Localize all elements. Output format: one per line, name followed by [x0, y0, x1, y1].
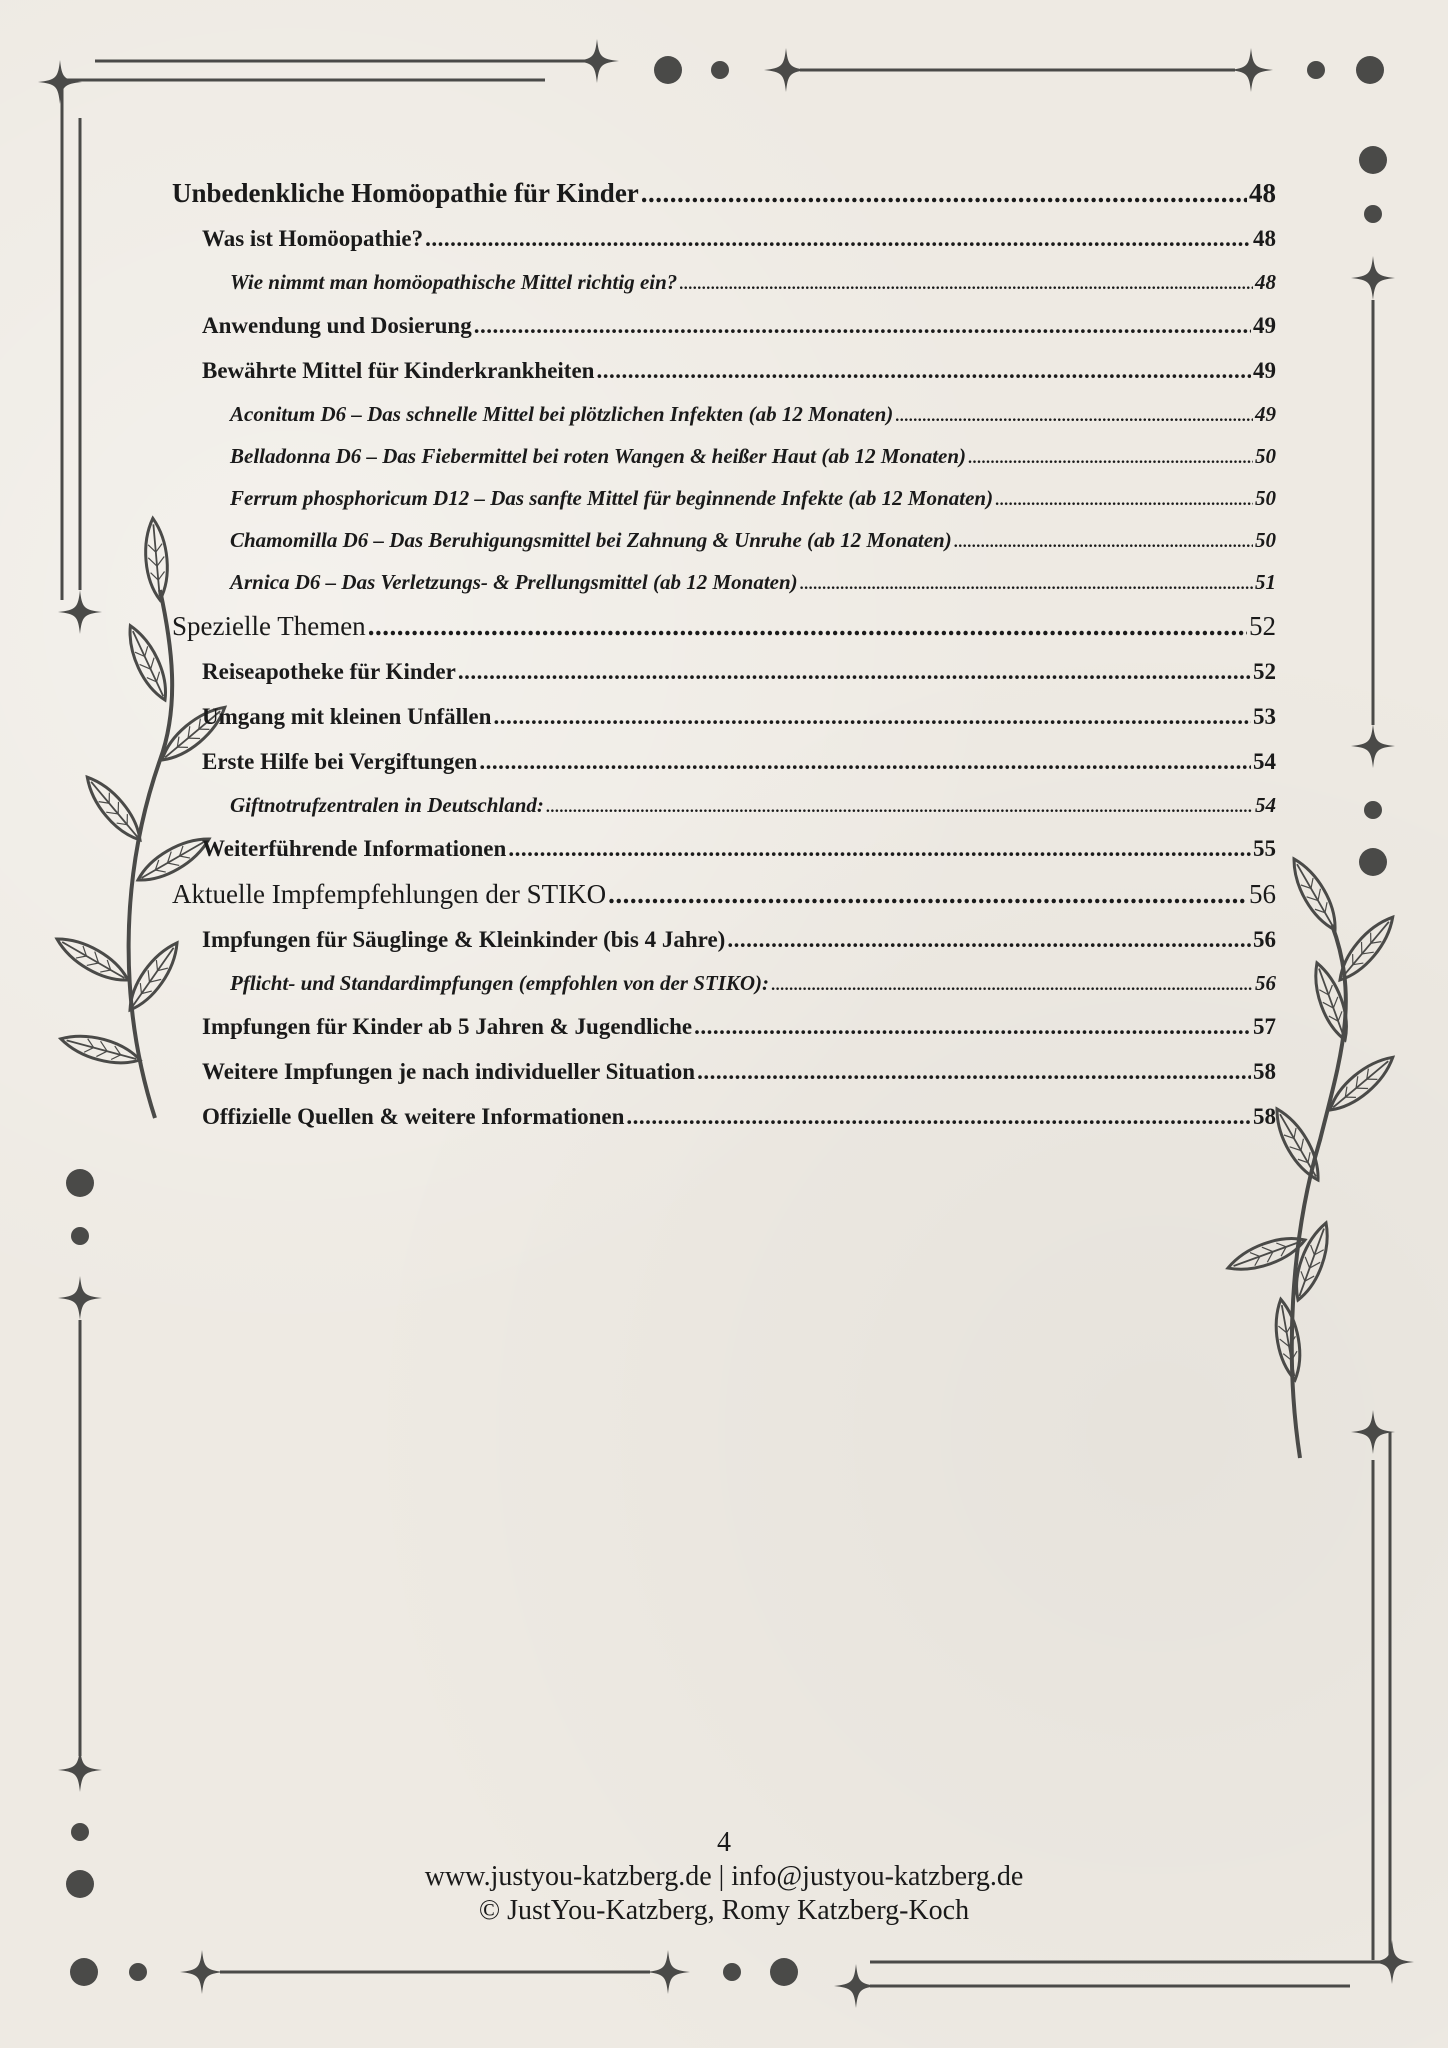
- dot-icon: [66, 1169, 94, 1197]
- toc-entry-page: 52: [1249, 611, 1276, 641]
- toc-dot-leader: [697, 1049, 1251, 1094]
- dot-icon: [1364, 801, 1382, 819]
- toc-entry-page: 51: [1255, 570, 1276, 594]
- toc-entry-page: 56: [1255, 971, 1276, 995]
- toc-entry-title: Anwendung und Dosierung: [202, 313, 472, 338]
- toc-entry[interactable]: [172, 477, 1276, 519]
- toc-dot-leader: [800, 561, 1253, 606]
- toc-entry[interactable]: [172, 826, 1276, 871]
- toc-dot-leader: [425, 216, 1251, 261]
- toc-entry[interactable]: [172, 393, 1276, 435]
- toc-entry-page: 58: [1253, 1104, 1276, 1129]
- toc-entry[interactable]: [172, 170, 1276, 216]
- toc-entry-title: Aktuelle Impfempfehlungen der STIKO: [172, 879, 607, 909]
- toc-entry-page: 48: [1255, 270, 1276, 294]
- dot-icon: [1307, 61, 1325, 79]
- toc-entry-title: Aconitum D6 – Das schnelle Mittel bei plötzlichen Infekten (ab 12 Monaten): [230, 402, 894, 426]
- toc-entry[interactable]: [172, 739, 1276, 784]
- toc-entry-page: 56: [1249, 879, 1276, 909]
- sparkle-icon: [1351, 724, 1395, 768]
- toc-entry-page: 57: [1253, 1014, 1276, 1039]
- toc-entry-title: Umgang mit kleinen Unfällen: [202, 704, 492, 729]
- toc-entry[interactable]: [172, 649, 1276, 694]
- sparkle-icon: [646, 1950, 690, 1994]
- toc-dot-leader: [508, 826, 1251, 871]
- dot-icon: [1356, 56, 1384, 84]
- toc-entry-page: 48: [1253, 226, 1276, 251]
- toc-entry-title: Weitere Impfungen je nach individueller Situation: [202, 1059, 696, 1084]
- left-side-ornament: [58, 1169, 102, 1898]
- toc-dot-leader: [895, 393, 1253, 438]
- toc-entry[interactable]: [172, 1004, 1276, 1049]
- toc-entry-page: 52: [1253, 659, 1276, 684]
- sparkle-icon: [38, 60, 82, 104]
- toc-entry-title: Unbedenkliche Homöopathie für Kinder: [172, 178, 639, 208]
- dot-icon: [1364, 205, 1382, 223]
- toc-entry-title: Giftnotrufzentralen in Deutschland:: [230, 793, 544, 817]
- dot-icon: [723, 1963, 741, 1981]
- toc-entry-title: Was ist Homöopathie?: [202, 226, 424, 251]
- dot-icon: [129, 1963, 147, 1981]
- toc-entry[interactable]: [172, 694, 1276, 739]
- toc-entry-title: Reiseapotheke für Kinder: [202, 659, 456, 684]
- dot-icon: [1359, 146, 1387, 174]
- dot-icon: [1359, 848, 1387, 876]
- toc-entry-title: Offizielle Quellen & weitere Informationen: [202, 1104, 625, 1129]
- toc-entry[interactable]: [172, 603, 1276, 649]
- toc-entry-page: 49: [1255, 402, 1276, 426]
- toc-entry[interactable]: [172, 871, 1276, 917]
- toc-entry[interactable]: [172, 784, 1276, 826]
- toc-entry-page: 50: [1255, 528, 1276, 552]
- sparkle-icon: [834, 1964, 878, 2008]
- toc-entry-page: 55: [1253, 836, 1276, 861]
- toc-dot-leader: [954, 519, 1253, 564]
- toc-dot-leader: [771, 962, 1253, 1007]
- sparkle-icon: [58, 1276, 102, 1320]
- toc-entry-page: 56: [1253, 927, 1276, 952]
- table-of-contents: [172, 170, 1276, 1139]
- toc-entry[interactable]: [172, 303, 1276, 348]
- toc-entry[interactable]: [172, 216, 1276, 261]
- toc-entry-page: 50: [1255, 444, 1276, 468]
- toc-entry-title: Weiterführende Informationen: [202, 836, 507, 861]
- sparkle-icon: [575, 39, 619, 83]
- toc-entry-page: 48: [1249, 178, 1276, 208]
- toc-entry[interactable]: [172, 435, 1276, 477]
- toc-entry[interactable]: [172, 519, 1276, 561]
- sparkle-icon: [1370, 1940, 1414, 1984]
- toc-dot-leader: [608, 871, 1247, 917]
- toc-entry-title: Wie nimmt man homöopathische Mittel richtig ein?: [230, 270, 678, 294]
- toc-entry-page: 53: [1253, 704, 1276, 729]
- toc-dot-leader: [995, 477, 1253, 522]
- dot-icon: [71, 1227, 89, 1245]
- sparkle-icon: [1351, 256, 1395, 300]
- copyright-line: © JustYou-Katzberg, Romy Katzberg-Koch: [478, 1895, 970, 1926]
- toc-dot-leader: [679, 261, 1253, 306]
- toc-entry-page: 49: [1253, 313, 1276, 338]
- toc-dot-leader: [493, 694, 1251, 739]
- toc-entry[interactable]: [172, 917, 1276, 962]
- dot-icon: [770, 1958, 798, 1986]
- toc-entry-title: Arnica D6 – Das Verletzungs- & Prellungsmittel (ab 12 Monaten): [230, 570, 798, 594]
- sparkle-icon: [1229, 48, 1273, 92]
- toc-dot-leader: [727, 917, 1251, 962]
- toc-dot-leader: [641, 170, 1247, 216]
- dot-icon: [70, 1958, 98, 1986]
- toc-entry-title: Belladonna D6 – Das Fiebermittel bei roten Wangen & heißer Haut (ab 12 Monaten): [230, 444, 967, 468]
- bottom-left-ornament: [70, 1950, 798, 1994]
- toc-entry-page: 54: [1255, 793, 1276, 817]
- toc-dot-leader: [458, 649, 1251, 694]
- toc-entry-page: 58: [1253, 1059, 1276, 1084]
- toc-entry-title: Erste Hilfe bei Vergiftungen: [202, 749, 478, 774]
- toc-entry[interactable]: [172, 1094, 1276, 1139]
- page-footer: [0, 1826, 1448, 1928]
- toc-entry-title: Pflicht- und Standardimpfungen (empfohlen von der STIKO):: [230, 971, 770, 995]
- toc-dot-leader: [596, 348, 1251, 393]
- toc-entry[interactable]: [172, 261, 1276, 303]
- dot-icon: [711, 61, 729, 79]
- toc-dot-leader: [694, 1004, 1251, 1049]
- toc-entry-title: Ferrum phosphoricum D12 – Das sanfte Mittel für beginnende Infekte (ab 12 Monaten): [230, 486, 994, 510]
- toc-entry-title: Spezielle Themen: [172, 611, 366, 641]
- toc-entry[interactable]: [172, 348, 1276, 393]
- toc-entry[interactable]: [172, 1049, 1276, 1094]
- toc-entry-title: Impfungen für Säuglinge & Kleinkinder (bis 4 Jahre): [202, 927, 726, 952]
- toc-dot-leader: [626, 1094, 1251, 1139]
- toc-entry-page: 49: [1253, 358, 1276, 383]
- toc-dot-leader: [479, 739, 1251, 784]
- sparkle-icon: [58, 590, 102, 634]
- toc-dot-leader: [546, 784, 1253, 829]
- toc-entry[interactable]: [172, 561, 1276, 603]
- contact-line: www.justyou-katzberg.de | info@justyou-katzberg.de: [424, 1861, 1024, 1892]
- toc-entry-title: Bewährte Mittel für Kinderkrankheiten: [202, 358, 595, 383]
- page-number: 4: [717, 1827, 731, 1858]
- toc-entry-title: Chamomilla D6 – Das Beruhigungsmittel bei Zahnung & Unruhe (ab 12 Monaten): [230, 528, 952, 552]
- toc-entry-page: 54: [1253, 749, 1276, 774]
- toc-dot-leader: [474, 303, 1251, 348]
- toc-entry-title: Impfungen für Kinder ab 5 Jahren & Jugendliche: [202, 1014, 693, 1039]
- toc-entry-page: 50: [1255, 486, 1276, 510]
- sparkle-icon: [58, 1748, 102, 1792]
- toc-entry[interactable]: [172, 962, 1276, 1004]
- toc-dot-leader: [968, 435, 1253, 480]
- sparkle-icon: [180, 1950, 224, 1994]
- sparkle-icon: [1351, 1410, 1395, 1454]
- toc-dot-leader: [368, 603, 1247, 649]
- dot-icon: [654, 56, 682, 84]
